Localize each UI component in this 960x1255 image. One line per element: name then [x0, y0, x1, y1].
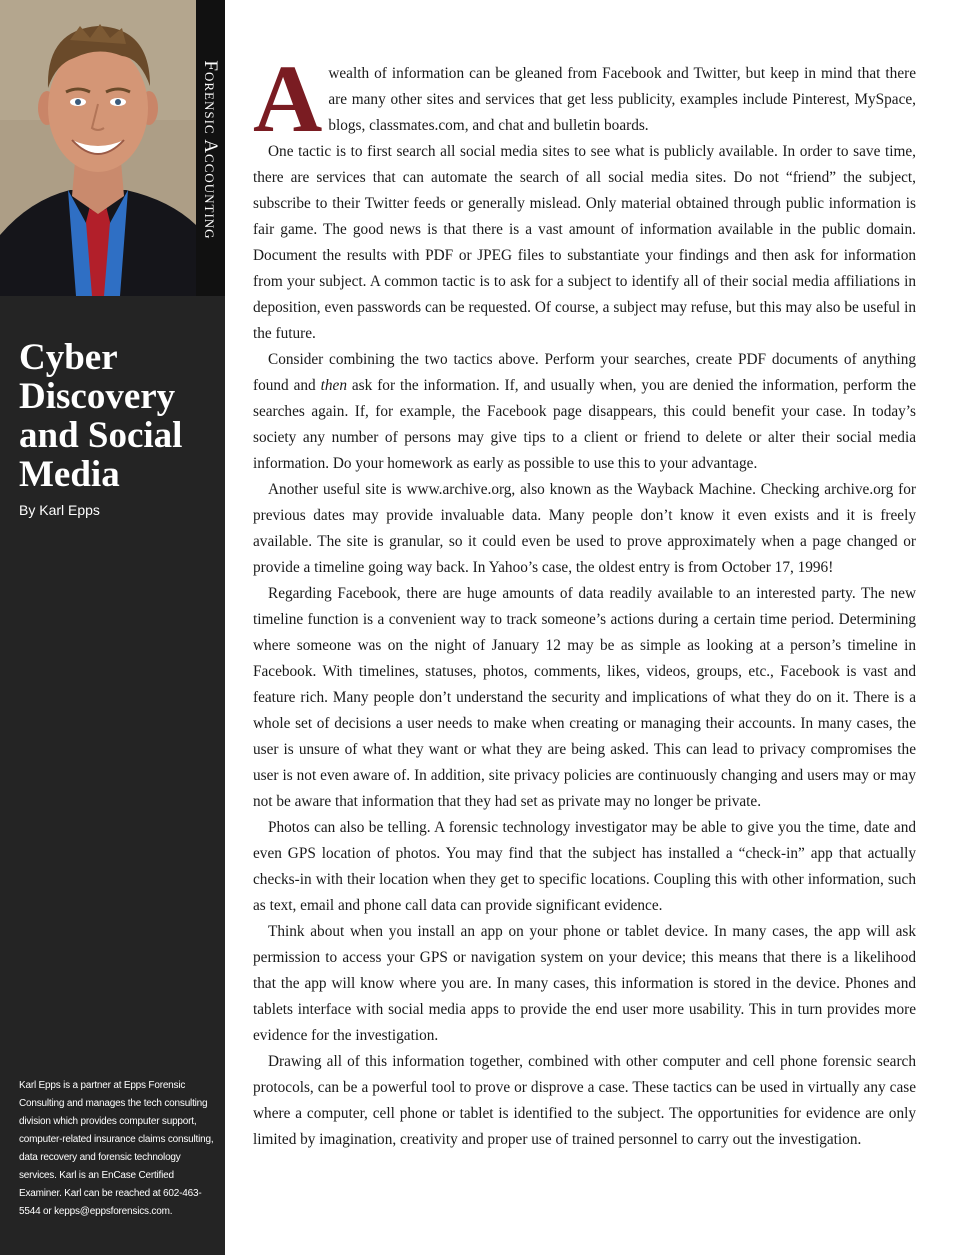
paragraph-7: Think about when you install an app on your phone or tablet device. In many cases, the app will ask permission to access your GPS or navigation system on your device; this means that there is a likelihood that the app will know where you are. In many cases, this information is stored in the device. Phones and tablets interface with social media apps to provide the end user more usability. This in turn provides more evidence for the investigation. — [253, 923, 916, 1044]
paragraph-6: Photos can also be telling. A forensic technology investigator may be able to give you the time, date and even GPS location of photos. You may find that the subject has installed a “check-in” app that actually checks-in with their location when they get to specific locations. Coupling this with other information, such as text, email and phone call data can provide significant evidence. — [253, 819, 916, 914]
article-title: Cyber Discovery and Social Media — [19, 337, 183, 495]
author-photo — [0, 0, 196, 296]
author-bio: Karl Epps is a partner at Epps Forensic Consulting and manages the tech consulting division which provides computer support, computer-related insurance claims consulting, data recovery and forensic technology services. Karl is an EnCase Certified Examiner. Karl can be reached at 602-463-5544 or kepps@eppsforensics.com. — [19, 1080, 214, 1217]
drop-cap: A — [253, 45, 323, 152]
paragraph-1-text: wealth of information can be gleaned from Facebook and Twitter, but keep in mind that there are many other sites and services that get less publicity, examples include Pinterest, MySpace, blogs, classmates.com, and chat and bulletin boards. — [328, 65, 916, 134]
paragraph-3-text-a: Consider combining the two tactics above. Perform your searches, create PDF documents of anything found and — [253, 351, 916, 394]
paragraph-1 — [253, 45, 916, 152]
sidebar — [0, 0, 225, 1255]
paragraph-3 — [253, 347, 916, 477]
paragraph-3-emphasis: then — [320, 377, 347, 394]
paragraph-4: Another useful site is www.archive.org, also known as the Wayback Machine. Checking archive.org for previous dates may provide invaluable data. Many people don’t know it even exists and it is freely available. The site is granular, so it could even be used to prove approximately when a page changed or provide a timeline going way back. In Yahoo’s case, the oldest entry is from October 17, 1996! — [253, 481, 916, 576]
paragraph-8: Drawing all of this information together, combined with other computer and cell phone forensic search protocols, can be a powerful tool to prove or disprove a case. These tactics can be used in virtually any case where a computer, cell phone or tablet is identified to the subject. The opportunities for evidence are only limited by imagination, creativity and proper use of trained personnel to carry out the investigation. — [253, 1053, 916, 1148]
article-body — [253, 45, 916, 1153]
paragraph-2: One tactic is to first search all social media sites to see what is publicly available. In order to save time, there are services that can automate the search of all social media sites. Do not “friend” the subject, subscribe to their Twitter feeds or generally mislead. Only material obtained through public information is fair game. The good news is that there is a vast amount of information available in the public domain. Document the results with PDF or JPEG files to substantiate your findings and then ask for information from your subject. A common tactic is to ask for a subject to identify all of their social media affiliations in deposition, even passwords can be requested. Of course, a subject may refuse, but this may also be useful in the future. — [253, 143, 916, 342]
section-label: Forensic Accounting — [200, 60, 221, 240]
paragraph-3-text-b: ask for the information. If, and usually when, you are denied the information, perform the searches again. If, for example, the Facebook page disappears, this could benefit your case. In today’s society any number of persons may give tips to a client or friend to delete or alter their social media information. Do your homework as early as possible to use this to your advantage. — [253, 377, 916, 472]
byline: By Karl Epps — [19, 502, 100, 518]
paragraph-5: Regarding Facebook, there are huge amounts of data readily available to an interested party. The new timeline function is a convenient way to track someone’s actions during a certain time period. Determining where someone was on the night of January 12 may be as simple as looking at a person’s timeline in Facebook. With timelines, statuses, photos, comments, likes, videos, groups, etc., Facebook is vast and feature rich. Many people don’t understand the security and implications of what they do on it. There is a whole set of decisions a user needs to make when creating or managing their accounts. In many cases, the user is unsure of what they want or what they are being asked. This can lead to privacy compromises the user is not even aware of. In addition, site privacy policies are continuously changing and users may or may not be aware that information that they had set as private may no longer be private. — [253, 585, 916, 810]
author-portrait-illustration — [0, 0, 196, 296]
